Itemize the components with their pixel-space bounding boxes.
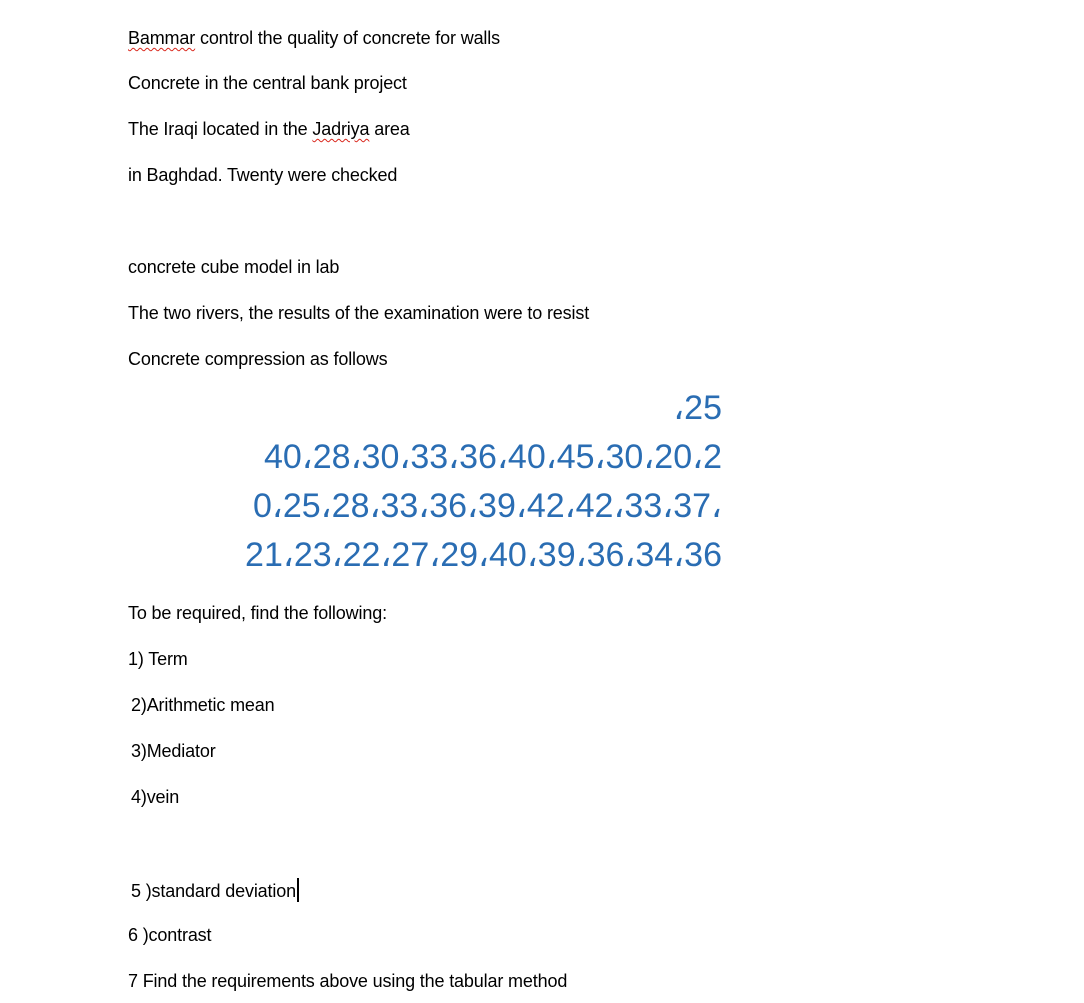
paragraph-6[interactable]: The two rivers, the results of the examination were to resist: [128, 303, 590, 323]
requirement-3[interactable]: 3)Mediator: [131, 741, 216, 761]
clipped-text-line: [128, 0, 548, 2]
paragraph-5[interactable]: concrete cube model in lab: [128, 257, 340, 277]
requirements-intro[interactable]: To be required, find the following:: [128, 603, 387, 623]
paragraph-3[interactable]: [128, 118, 410, 140]
paragraph-3-text-after: area: [369, 119, 410, 139]
misspelled-word-jadriya[interactable]: Jadriya: [312, 119, 370, 139]
misspelled-word-bammar[interactable]: Bammar: [128, 28, 196, 48]
paragraph-1[interactable]: [128, 27, 500, 49]
text-cursor: [297, 878, 299, 902]
data-line-3: 0،25،28،33،36،39،42،42،33،37،: [252, 487, 722, 525]
requirement-7[interactable]: 7 Find the requirements above using the tabular method: [128, 971, 568, 991]
requirement-2[interactable]: 2)Arithmetic mean: [131, 695, 275, 715]
paragraph-7[interactable]: Concrete compression as follows: [128, 349, 388, 369]
paragraph-4[interactable]: in Baghdad. Twenty were checked: [128, 165, 398, 185]
paragraph-2[interactable]: Concrete in the central bank project: [128, 73, 407, 93]
data-values-image[interactable]: [245, 388, 722, 580]
data-line-4: 21،23،22،27،29،40،39،36،34،36: [245, 536, 722, 574]
data-line-1: ،25: [673, 389, 722, 427]
requirement-4[interactable]: 4)vein: [131, 787, 180, 807]
paragraph-1-text: control the quality of concrete for walls: [195, 28, 500, 48]
requirement-1[interactable]: 1) Term: [128, 649, 188, 669]
requirement-5[interactable]: [131, 878, 299, 902]
requirement-6[interactable]: 6 )contrast: [128, 925, 212, 945]
requirement-5-text: 5 )standard deviation: [131, 881, 296, 901]
paragraph-3-text-before: The Iraqi located in the: [128, 119, 313, 139]
data-line-2: 40،28،30،33،36،40،45،30،20،2: [263, 438, 722, 476]
